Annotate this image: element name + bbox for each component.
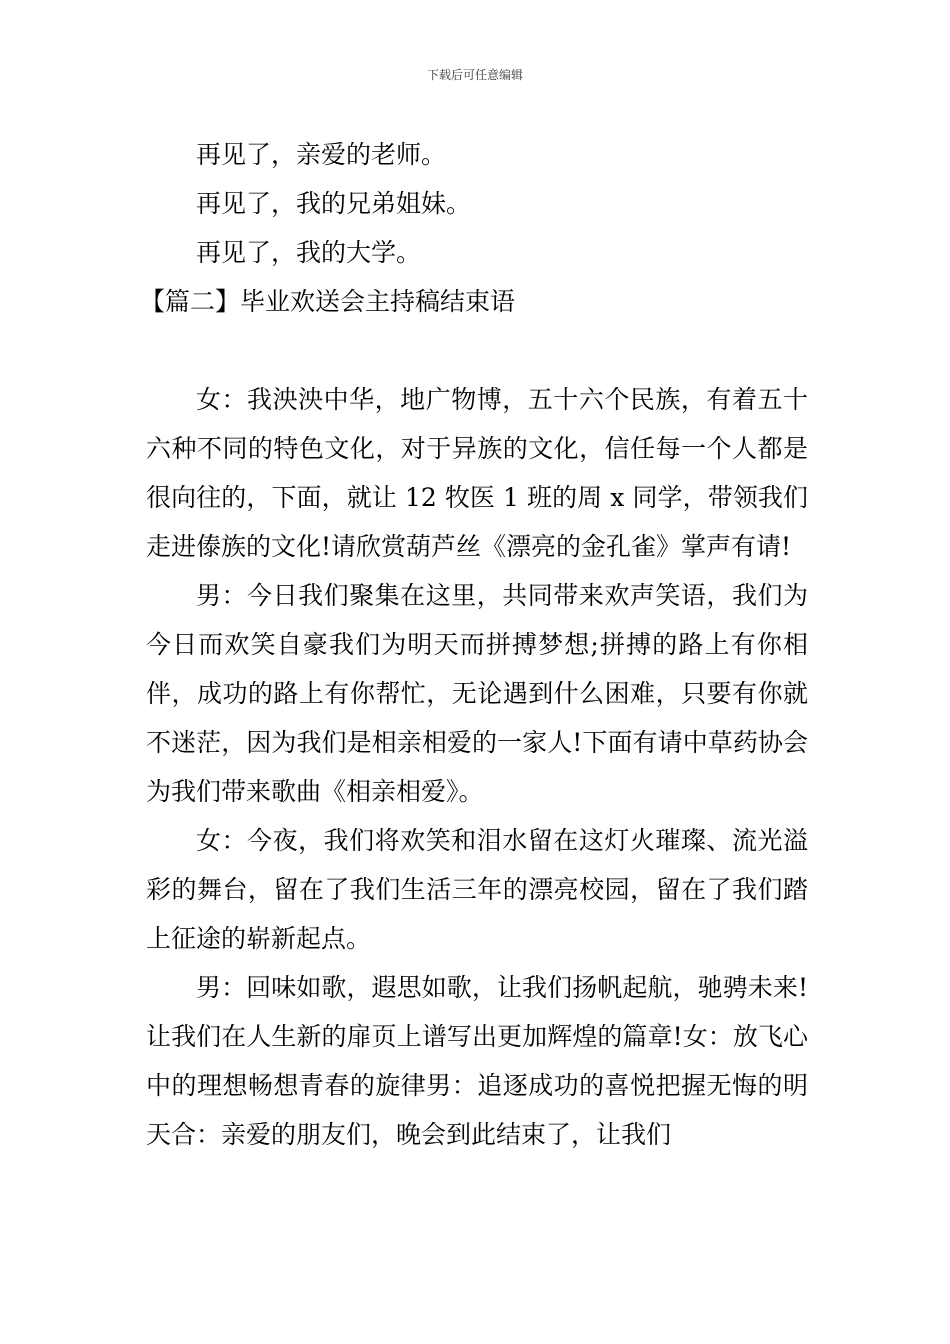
- paragraph-male-1: 男：今日我们聚集在这里，共同带来欢声笑语，我们为今日而欢笑自豪我们为明天而拼搏梦想;拼搏的路上有你相伴，成功的路上有你帮忙，无论遇到什么困难，只要有你就不迷茫，因为我们是相亲相爱的一家人!下面有请中草药协会为我们带来歌曲《相亲相爱》。: [146, 581, 808, 806]
- paragraph-male-2: 男：回味如歌，遐思如歌，让我们扬帆起航，驰骋未来!让我们在人生新的扉页上谱写出更加辉煌的篇章!女：放飞心中的理想畅想青春的旋律男：追逐成功的喜悦把握无悔的明天合：亲爱的朋友们，晚会到此结束了，让我们: [146, 973, 808, 1149]
- farewell-line-university: 再见了，我的大学。: [196, 238, 422, 267]
- farewell-line-siblings: 再见了，我的兄弟姐妹。: [196, 189, 472, 218]
- document-body: [140, 130, 808, 1159]
- spacer: [146, 326, 808, 375]
- farewell-line-teacher: 再见了，亲爱的老师。: [196, 140, 447, 169]
- paragraph-female-2: 女：今夜，我们将欢笑和泪水留在这灯火璀璨、流光溢彩的舞台，留在了我们生活三年的漂亮校园，留在了我们踏上征途的崭新起点。: [146, 826, 808, 953]
- section-title: 【篇二】毕业欢送会主持稿结束语: [140, 287, 516, 316]
- page-header: 下载后可任意编辑: [426, 68, 523, 82]
- paragraph-female-1: 女：我泱泱中华，地广物博，五十六个民族，有着五十六种不同的特色文化，对于异族的文化，信任每一个人都是很向往的，下面，就让 12 牧医 1 班的周 x 同学，带领我们走进傣族的文化!请欣赏葫芦丝《漂亮的金孔雀》掌声有请!: [146, 385, 808, 561]
